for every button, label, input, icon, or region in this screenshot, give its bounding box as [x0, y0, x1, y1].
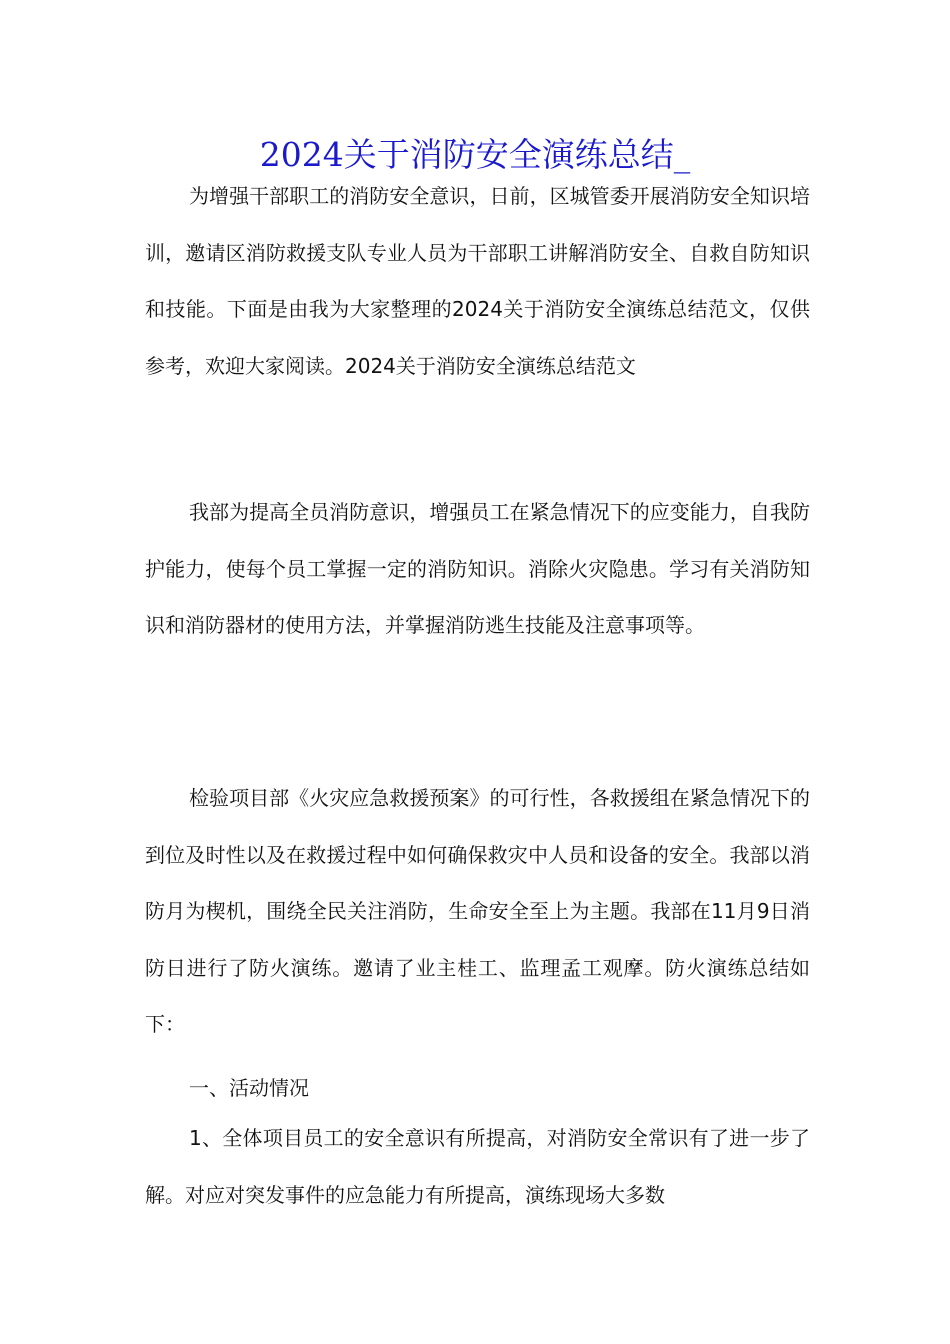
- section-heading-activity: 一、活动情况: [189, 1076, 309, 1100]
- document-title: 2024关于消防安全演练总结_: [259, 135, 691, 174]
- paragraph-purpose: 我部为提高全员消防意识，增强员工在紧急情况下的应变能力，自我防护能力，使每个员工掌握一定的消防知识。消除火灾隐患。学习有关消防知识和消防器材的使用方法，并掌握消防逃生技能及注意事项等。: [145, 500, 810, 637]
- paragraph-drill-overview: 检验项目部《火灾应急救援预案》的可行性，各救援组在紧急情况下的到位及时性以及在救援过程中如何确保救灾中人员和设备的安全。我部以消防月为楔机，围绕全民关注消防，生命安全至上为主题。我部在11月9日消防日进行了防火演练。邀请了业主桂工、监理孟工观摩。防火演练总结如下：: [145, 786, 810, 1036]
- paragraph-intro: 为增强干部职工的消防安全意识，日前，区城管委开展消防安全知识培训，邀请区消防救援支队专业人员为干部职工讲解消防安全、自救自防知识和技能。下面是由我为大家整理的2024关于消防安全演练总结范文，仅供参考，欢迎大家阅读。2024关于消防安全演练总结范文: [145, 184, 810, 378]
- paragraph-activity-item-1: 1、全体项目员工的安全意识有所提高，对消防安全常识有了进一步了解。对应对突发事件的应急能力有所提高，演练现场大多数: [145, 1126, 810, 1207]
